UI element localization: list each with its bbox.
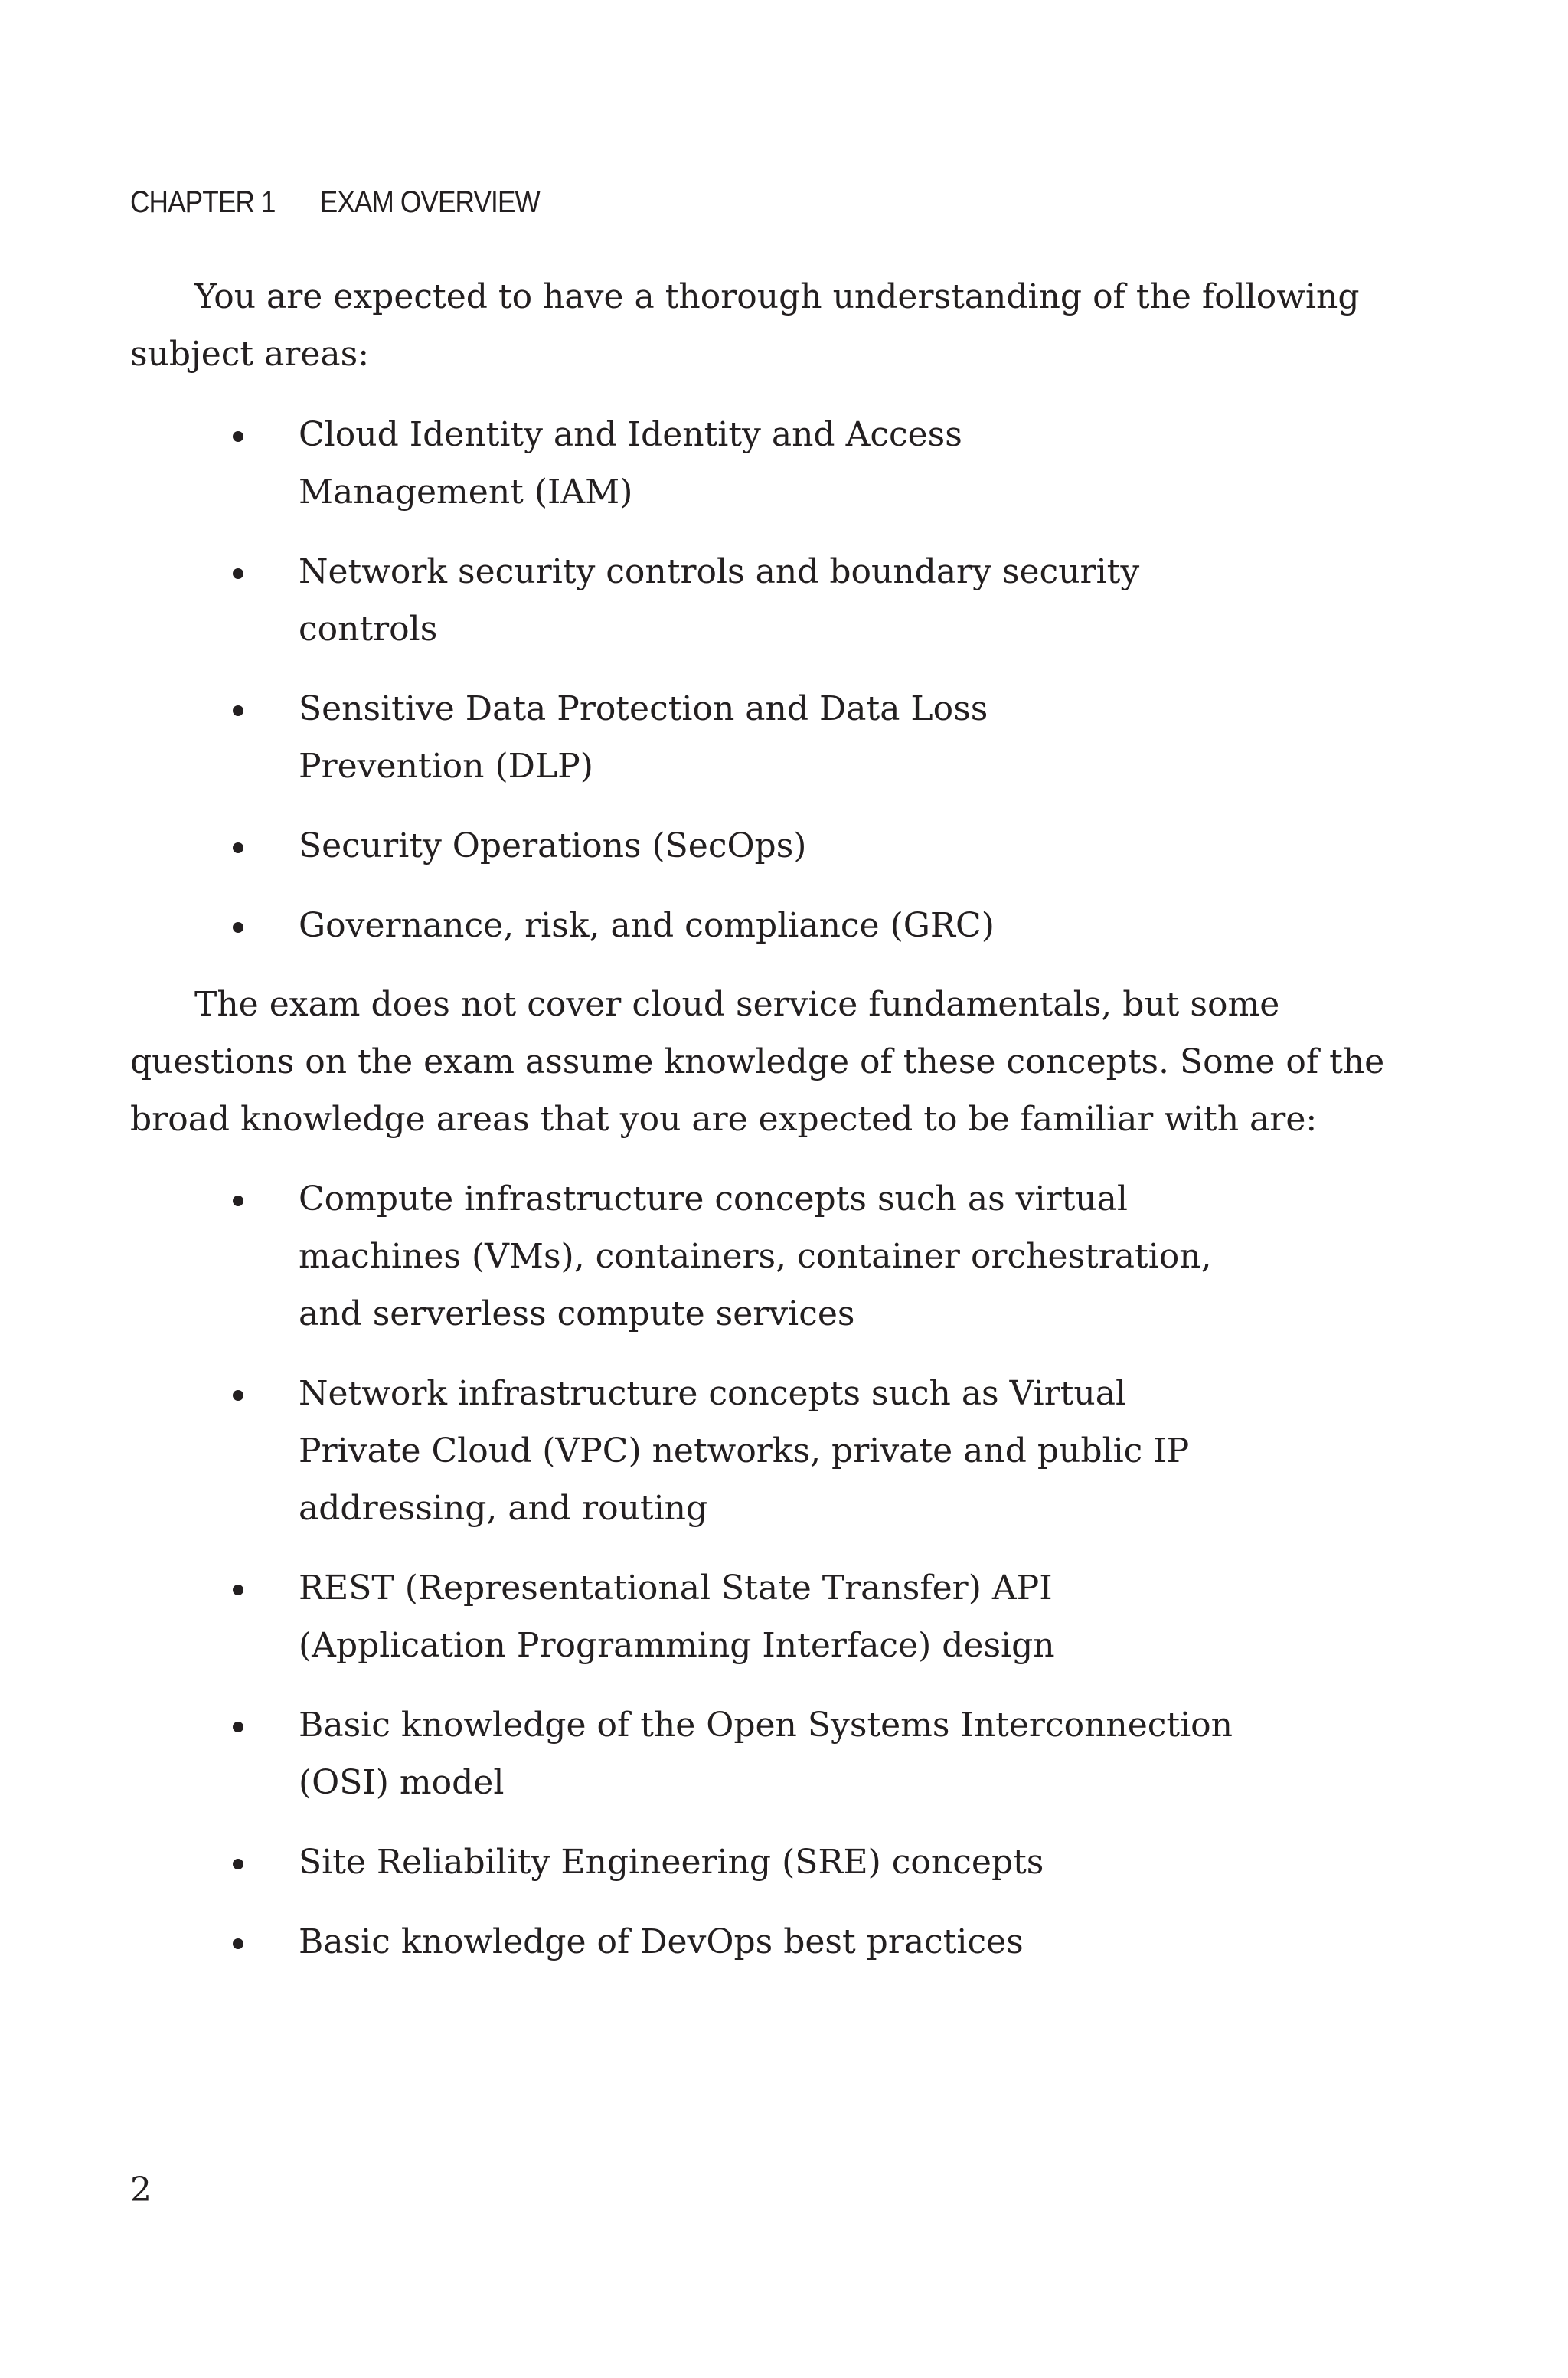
bullet-icon bbox=[233, 1390, 243, 1401]
bullet-icon bbox=[233, 1722, 243, 1732]
list-item-line: Site Reliability Engineering (SRE) concepts bbox=[299, 1843, 1044, 1882]
list-item-line: Sensitive Data Protection and Data Loss bbox=[299, 689, 988, 728]
subject-areas-list bbox=[130, 406, 1386, 954]
bullet-icon bbox=[233, 1859, 243, 1869]
page-number: 2 bbox=[130, 2170, 152, 2210]
bullet-icon bbox=[233, 568, 243, 579]
list-item-line: Compute infrastructure concepts such as virtual bbox=[299, 1179, 1128, 1218]
paragraph-line: questions on the exam assume knowledge of these concepts. Some of the bbox=[130, 1042, 1385, 1081]
list-item bbox=[130, 1833, 1386, 1891]
list-item-line: Security Operations (SecOps) bbox=[299, 826, 807, 865]
list-item bbox=[130, 1913, 1386, 1971]
list-item bbox=[130, 1559, 1386, 1674]
list-item-line: Cloud Identity and Identity and Access bbox=[299, 415, 962, 454]
bullet-icon bbox=[233, 1196, 243, 1206]
list-item-line: Basic knowledge of DevOps best practices bbox=[299, 1922, 1024, 1961]
intro-paragraph bbox=[130, 268, 1386, 383]
list-item-line: addressing, and routing bbox=[299, 1489, 708, 1528]
list-item bbox=[130, 1696, 1386, 1811]
paragraph-line: You are expected to have a thorough understanding of the following bbox=[194, 277, 1360, 316]
bullet-icon bbox=[233, 1938, 243, 1949]
list-item bbox=[130, 1365, 1386, 1537]
second-paragraph bbox=[130, 976, 1386, 1148]
chapter-number: CHAPTER 1 bbox=[130, 185, 276, 219]
list-item-line: REST (Representational State Transfer) API bbox=[299, 1568, 1053, 1608]
list-item-line: (Application Programming Interface) design bbox=[299, 1626, 1055, 1665]
list-item-line: Management (IAM) bbox=[299, 473, 633, 512]
running-head bbox=[130, 187, 540, 218]
paragraph-line: broad knowledge areas that you are expected to be familiar with are: bbox=[130, 1100, 1318, 1139]
bullet-icon bbox=[233, 1585, 243, 1595]
list-item bbox=[130, 680, 1386, 795]
list-item-line: and serverless compute services bbox=[299, 1294, 855, 1333]
bullet-icon bbox=[233, 842, 243, 853]
list-item-line: Network security controls and boundary security bbox=[299, 552, 1140, 591]
list-item-line: Network infrastructure concepts such as Virtual bbox=[299, 1374, 1127, 1413]
list-item-line: Private Cloud (VPC) networks, private and public IP bbox=[299, 1431, 1190, 1470]
list-item-line: Basic knowledge of the Open Systems Interconnection bbox=[299, 1706, 1233, 1745]
list-item-line: machines (VMs), containers, container orchestration, bbox=[299, 1237, 1212, 1276]
list-item bbox=[130, 897, 1386, 954]
knowledge-areas-list bbox=[130, 1170, 1386, 1971]
list-item bbox=[130, 1170, 1386, 1343]
bullet-icon bbox=[233, 431, 243, 442]
bullet-icon bbox=[233, 922, 243, 933]
list-item bbox=[130, 406, 1386, 521]
paragraph-line: subject areas: bbox=[130, 335, 370, 374]
chapter-title: EXAM OVERVIEW bbox=[319, 185, 540, 219]
list-item-line: Prevention (DLP) bbox=[299, 747, 593, 786]
list-item bbox=[130, 543, 1386, 658]
bullet-icon bbox=[233, 705, 243, 716]
list-item bbox=[130, 817, 1386, 875]
list-item-line: Governance, risk, and compliance (GRC) bbox=[299, 906, 995, 945]
list-item-line: controls bbox=[299, 610, 438, 649]
paragraph-line: The exam does not cover cloud service fundamentals, but some bbox=[194, 985, 1280, 1024]
list-item-line: (OSI) model bbox=[299, 1763, 505, 1802]
